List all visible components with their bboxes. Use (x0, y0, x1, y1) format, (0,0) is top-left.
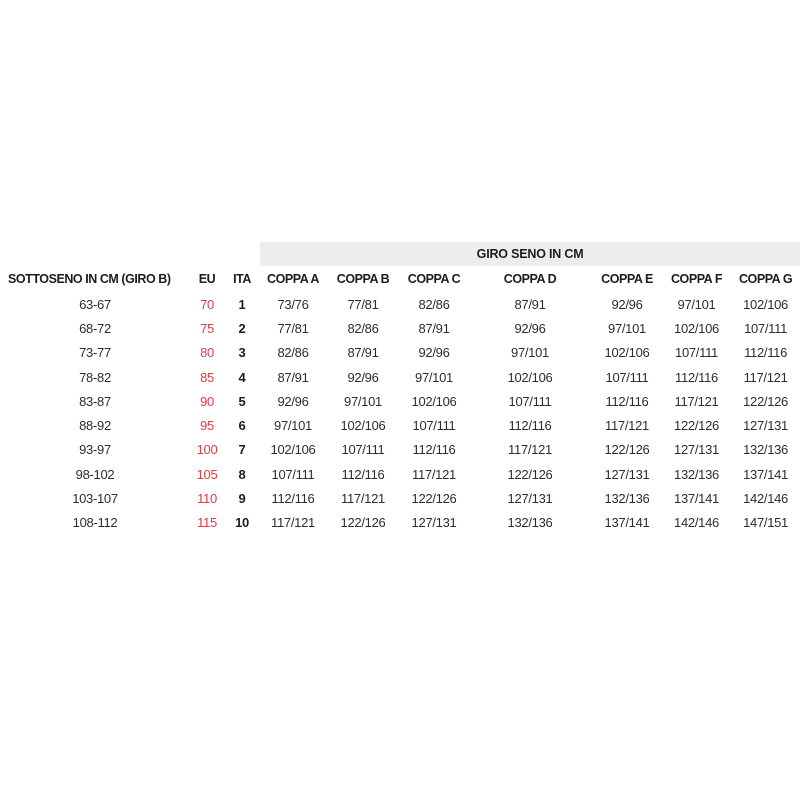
coppa-a-cell: 102/106 (270, 442, 316, 458)
coppa-b-cell: 122/126 (340, 515, 386, 531)
size-chart-table (0, 242, 800, 535)
sottoseno-cell: 73-77 (79, 345, 111, 361)
coppa-a-cell: 77/81 (277, 320, 309, 336)
eu-cell: 95 (200, 418, 214, 434)
table-row (0, 316, 800, 340)
coppa-d-cell: 107/111 (508, 393, 552, 409)
coppa-a-cell: 117/121 (271, 515, 315, 531)
eu-cell: 105 (196, 466, 218, 482)
coppa-f-cell: 117/121 (674, 393, 719, 409)
coppa-d-cell: 92/96 (514, 320, 546, 336)
coppa-e-cell: 97/101 (608, 320, 646, 336)
giro-seno-band-label: GIRO SENO IN CM (476, 247, 584, 261)
coppa-a-cell: 107/111 (271, 466, 315, 482)
coppa-e-cell: 137/141 (604, 515, 650, 531)
sottoseno-cell: 88-92 (79, 418, 111, 434)
coppa-d-cell: 97/101 (511, 345, 549, 361)
coppa-f-cell: 122/126 (674, 418, 719, 434)
eu-cell: 70 (200, 296, 214, 312)
column-header-coppa-e: COPPA E (601, 272, 653, 286)
coppa-d-cell: 127/131 (507, 491, 553, 507)
eu-cell: 110 (197, 491, 217, 507)
sottoseno-cell: 63-67 (79, 296, 111, 312)
column-header-ita: ITA (233, 272, 251, 286)
table-row (0, 365, 800, 389)
coppa-c-cell: 127/131 (411, 515, 457, 531)
coppa-f-cell: 102/106 (674, 320, 719, 336)
coppa-g-cell: 132/136 (743, 442, 788, 458)
ita-cell: 7 (238, 442, 246, 458)
coppa-e-cell: 132/136 (604, 491, 650, 507)
column-header-sottoseno: SOTTOSENO IN CM (GIRO B) (8, 272, 171, 286)
coppa-g-cell: 122/126 (743, 393, 788, 409)
coppa-g-cell: 102/106 (743, 296, 788, 312)
coppa-d-cell: 132/136 (507, 515, 553, 531)
coppa-b-cell: 117/121 (341, 491, 385, 507)
ita-cell: 4 (238, 369, 246, 385)
coppa-c-cell: 92/96 (418, 345, 450, 361)
coppa-a-cell: 87/91 (277, 369, 309, 385)
coppa-e-cell: 127/131 (604, 466, 650, 482)
sottoseno-cell: 108-112 (72, 515, 118, 531)
coppa-e-cell: 122/126 (604, 442, 650, 458)
coppa-d-cell: 117/121 (508, 442, 552, 458)
ita-cell: 2 (238, 320, 246, 336)
coppa-b-cell: 107/111 (341, 442, 385, 458)
coppa-c-cell: 82/86 (418, 296, 450, 312)
column-header-row (0, 266, 800, 292)
coppa-c-cell: 87/91 (418, 320, 450, 336)
table-row (0, 341, 800, 365)
column-header-coppa-d: COPPA D (503, 272, 557, 286)
ita-cell: 3 (238, 345, 246, 361)
coppa-c-cell: 117/121 (412, 466, 456, 482)
coppa-a-cell: 112/116 (271, 491, 315, 507)
coppa-e-cell: 102/106 (604, 345, 650, 361)
table-row (0, 413, 800, 437)
ita-cell: 1 (238, 296, 246, 312)
coppa-b-cell: 92/96 (347, 369, 379, 385)
coppa-b-cell: 97/101 (344, 393, 382, 409)
ita-cell: 10 (235, 515, 249, 531)
eu-cell: 100 (196, 442, 218, 458)
column-header-eu: EU (198, 272, 216, 286)
coppa-e-cell: 92/96 (611, 296, 643, 312)
ita-cell: 9 (238, 491, 246, 507)
coppa-g-cell: 112/116 (744, 345, 788, 361)
coppa-b-cell: 87/91 (347, 345, 379, 361)
table-row (0, 511, 800, 535)
coppa-e-cell: 107/111 (605, 369, 649, 385)
coppa-g-cell: 142/146 (743, 491, 788, 507)
eu-cell: 90 (200, 393, 214, 409)
coppa-a-cell: 82/86 (277, 345, 309, 361)
coppa-a-cell: 97/101 (274, 418, 312, 434)
coppa-g-cell: 127/131 (743, 418, 788, 434)
giro-seno-band-row (0, 242, 800, 266)
band-spacer (0, 242, 260, 266)
coppa-c-cell: 97/101 (415, 369, 453, 385)
coppa-c-cell: 122/126 (411, 491, 457, 507)
sottoseno-cell: 103-107 (72, 491, 118, 507)
eu-cell: 75 (200, 320, 214, 336)
coppa-c-cell: 112/116 (412, 442, 456, 458)
coppa-g-cell: 137/141 (743, 466, 788, 482)
coppa-d-cell: 112/116 (508, 418, 552, 434)
coppa-f-cell: 127/131 (674, 442, 719, 458)
column-header-coppa-a: COPPA A (267, 272, 319, 286)
giro-seno-band (260, 242, 800, 266)
coppa-g-cell: 147/151 (743, 515, 788, 531)
coppa-a-cell: 73/76 (277, 296, 309, 312)
coppa-d-cell: 87/91 (514, 296, 546, 312)
coppa-c-cell: 107/111 (412, 418, 456, 434)
column-header-coppa-c: COPPA C (407, 272, 461, 286)
coppa-b-cell: 112/116 (341, 466, 385, 482)
coppa-e-cell: 117/121 (605, 418, 649, 434)
coppa-g-cell: 107/111 (744, 320, 788, 336)
ita-cell: 8 (238, 466, 246, 482)
column-header-coppa-f: COPPA F (670, 272, 723, 286)
coppa-f-cell: 137/141 (674, 491, 719, 507)
sottoseno-cell: 78-82 (79, 369, 111, 385)
table-row (0, 438, 800, 462)
coppa-f-cell: 112/116 (675, 369, 718, 385)
sottoseno-cell: 83-87 (79, 393, 111, 409)
coppa-d-cell: 102/106 (507, 369, 553, 385)
eu-cell: 115 (197, 515, 217, 531)
column-header-coppa-b: COPPA B (336, 272, 390, 286)
sottoseno-cell: 68-72 (79, 320, 111, 336)
size-chart-body (0, 292, 800, 535)
ita-cell: 5 (238, 393, 246, 409)
table-row (0, 462, 800, 486)
coppa-g-cell: 117/121 (743, 369, 788, 385)
coppa-a-cell: 92/96 (277, 393, 309, 409)
coppa-c-cell: 102/106 (411, 393, 457, 409)
table-row (0, 389, 800, 413)
eu-cell: 80 (200, 345, 214, 361)
ita-cell: 6 (238, 418, 246, 434)
table-row (0, 486, 800, 510)
coppa-d-cell: 122/126 (507, 466, 553, 482)
coppa-b-cell: 77/81 (347, 296, 379, 312)
coppa-b-cell: 102/106 (340, 418, 386, 434)
coppa-f-cell: 142/146 (674, 515, 719, 531)
sottoseno-cell: 93-97 (79, 442, 111, 458)
coppa-f-cell: 97/101 (677, 296, 716, 312)
coppa-e-cell: 112/116 (605, 393, 649, 409)
eu-cell: 85 (200, 369, 214, 385)
sottoseno-cell: 98-102 (75, 466, 115, 482)
coppa-f-cell: 132/136 (674, 466, 719, 482)
coppa-b-cell: 82/86 (347, 320, 379, 336)
table-row (0, 292, 800, 316)
coppa-f-cell: 107/111 (675, 345, 718, 361)
column-header-coppa-g: COPPA G (738, 272, 793, 286)
